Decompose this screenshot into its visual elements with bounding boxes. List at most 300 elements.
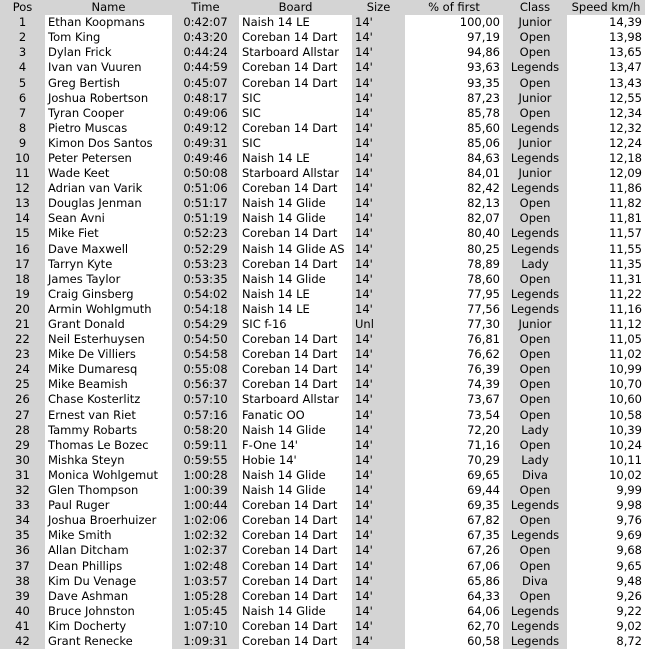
table-row xyxy=(0,136,645,151)
name-cell: Tom King xyxy=(48,30,101,45)
speed-cell: 11,05 xyxy=(609,332,642,347)
position-cell: 36 xyxy=(0,543,45,558)
board-cell: Naish 14 LE xyxy=(242,15,310,30)
percent-cell: 71,16 xyxy=(467,437,500,452)
percent-cell: 65,86 xyxy=(467,573,500,588)
name-cell: Kimon Dos Santos xyxy=(48,135,153,150)
board-cell: Coreban 14 Dart xyxy=(242,377,338,392)
position-cell: 20 xyxy=(0,302,45,317)
speed-cell: 10,99 xyxy=(609,362,642,377)
name-cell: Mike Fiet xyxy=(48,226,99,241)
header-time: Time xyxy=(172,0,239,15)
time-cell: 0:50:08 xyxy=(172,166,239,181)
speed-cell: 11,16 xyxy=(609,301,642,316)
size-cell: 14' xyxy=(352,483,405,498)
position-cell: 23 xyxy=(0,347,45,362)
class-cell: Lady xyxy=(503,257,567,272)
name-cell: Mishka Steyn xyxy=(48,452,125,467)
board-cell: Coreban 14 Dart xyxy=(242,588,338,603)
time-cell: 0:51:06 xyxy=(172,181,239,196)
class-cell: Legends xyxy=(503,151,567,166)
speed-cell: 11,86 xyxy=(609,181,642,196)
size-cell: 14' xyxy=(352,423,405,438)
time-cell: 1:05:45 xyxy=(172,604,239,619)
position-cell: 17 xyxy=(0,257,45,272)
size-cell: 14' xyxy=(352,257,405,272)
board-cell: Coreban 14 Dart xyxy=(242,633,338,648)
percent-cell: 97,19 xyxy=(467,30,500,45)
table-row xyxy=(0,332,645,347)
position-cell: 32 xyxy=(0,483,45,498)
table-row xyxy=(0,589,645,604)
position-cell: 6 xyxy=(0,91,45,106)
class-cell: Legends xyxy=(503,242,567,257)
board-cell: Naish 14 Glide xyxy=(242,483,326,498)
time-cell: 0:49:12 xyxy=(172,121,239,136)
name-cell: Mike Dumaresq xyxy=(48,362,138,377)
name-cell: Mike Beamish xyxy=(48,377,128,392)
size-cell: 14' xyxy=(352,151,405,166)
board-cell: Naish 14 LE xyxy=(242,286,310,301)
position-cell: 13 xyxy=(0,196,45,211)
table-row xyxy=(0,483,645,498)
position-cell: 24 xyxy=(0,362,45,377)
name-cell: Kim Du Venage xyxy=(48,573,137,588)
percent-cell: 64,33 xyxy=(467,588,500,603)
name-cell: Glen Thompson xyxy=(48,483,139,498)
position-cell: 41 xyxy=(0,619,45,634)
board-cell: Starboard Allstar xyxy=(242,45,339,60)
name-cell: Grant Renecke xyxy=(48,633,133,648)
time-cell: 0:54:18 xyxy=(172,302,239,317)
position-cell: 37 xyxy=(0,558,45,573)
header-name: Name xyxy=(45,0,172,15)
name-cell: Pietro Muscas xyxy=(48,120,128,135)
board-cell: Starboard Allstar xyxy=(242,166,339,181)
percent-cell: 73,67 xyxy=(467,392,500,407)
position-cell: 4 xyxy=(0,60,45,75)
size-cell: 14' xyxy=(352,181,405,196)
time-cell: 0:49:31 xyxy=(172,136,239,151)
percent-cell: 69,44 xyxy=(467,483,500,498)
class-cell: Open xyxy=(503,75,567,90)
table-row xyxy=(0,528,645,543)
time-cell: 0:54:29 xyxy=(172,317,239,332)
time-cell: 1:00:39 xyxy=(172,483,239,498)
class-cell: Legends xyxy=(503,498,567,513)
percent-cell: 69,65 xyxy=(467,467,500,482)
time-cell: 0:48:17 xyxy=(172,91,239,106)
board-cell: Coreban 14 Dart xyxy=(242,513,338,528)
name-cell: Joshua Broerhuizer xyxy=(48,513,157,528)
board-cell: F-One 14' xyxy=(242,437,298,452)
class-cell: Legends xyxy=(503,121,567,136)
table-row xyxy=(0,272,645,287)
class-cell: Legends xyxy=(503,287,567,302)
size-cell: 14' xyxy=(352,30,405,45)
board-cell: SIC f-16 xyxy=(242,317,287,332)
speed-cell: 11,82 xyxy=(609,196,642,211)
size-cell: 14' xyxy=(352,392,405,407)
percent-cell: 76,81 xyxy=(467,332,500,347)
position-cell: 25 xyxy=(0,377,45,392)
position-cell: 8 xyxy=(0,121,45,136)
table-row xyxy=(0,408,645,423)
size-cell: 14' xyxy=(352,166,405,181)
speed-cell: 9,98 xyxy=(616,498,642,513)
size-cell: 14' xyxy=(352,106,405,121)
speed-cell: 12,18 xyxy=(609,150,642,165)
table-row xyxy=(0,302,645,317)
header-row xyxy=(0,0,645,15)
board-cell: Coreban 14 Dart xyxy=(242,362,338,377)
time-cell: 0:52:29 xyxy=(172,242,239,257)
board-cell: Coreban 14 Dart xyxy=(242,181,338,196)
size-cell: 14' xyxy=(352,91,405,106)
time-cell: 0:49:06 xyxy=(172,106,239,121)
speed-cell: 12,34 xyxy=(609,105,642,120)
speed-cell: 11,57 xyxy=(609,226,642,241)
table-row xyxy=(0,151,645,166)
time-cell: 0:57:16 xyxy=(172,408,239,423)
speed-cell: 11,31 xyxy=(609,271,642,286)
board-cell: Fanatic OO xyxy=(242,407,305,422)
board-cell: Naish 14 Glide xyxy=(242,603,326,618)
name-cell: Paul Ruger xyxy=(48,498,110,513)
name-cell: Wade Keet xyxy=(48,166,110,181)
class-cell: Junior xyxy=(503,91,567,106)
time-cell: 1:05:28 xyxy=(172,589,239,604)
speed-cell: 11,22 xyxy=(609,286,642,301)
class-cell: Lady xyxy=(503,453,567,468)
time-cell: 0:45:07 xyxy=(172,75,239,90)
board-cell: Coreban 14 Dart xyxy=(242,618,338,633)
class-cell: Legends xyxy=(503,302,567,317)
size-cell: 14' xyxy=(352,453,405,468)
position-cell: 39 xyxy=(0,589,45,604)
speed-cell: 13,98 xyxy=(609,30,642,45)
table-row xyxy=(0,438,645,453)
name-cell: Monica Wohlgemut xyxy=(48,467,159,482)
name-cell: Dean Phillips xyxy=(48,558,123,573)
time-cell: 0:44:24 xyxy=(172,45,239,60)
percent-cell: 67,06 xyxy=(467,558,500,573)
board-cell: Coreban 14 Dart xyxy=(242,60,338,75)
size-cell: 14' xyxy=(352,45,405,60)
size-cell: 14' xyxy=(352,438,405,453)
size-cell: 14' xyxy=(352,272,405,287)
position-cell: 28 xyxy=(0,423,45,438)
class-cell: Legends xyxy=(503,619,567,634)
class-cell: Junior xyxy=(503,166,567,181)
header-pos: Pos xyxy=(0,0,45,15)
percent-cell: 93,63 xyxy=(467,60,500,75)
position-cell: 7 xyxy=(0,106,45,121)
time-cell: 1:09:31 xyxy=(172,634,239,649)
class-cell: Open xyxy=(503,211,567,226)
name-cell: Chase Kosterlitz xyxy=(48,392,141,407)
size-cell: 14' xyxy=(352,242,405,257)
percent-cell: 73,54 xyxy=(467,407,500,422)
class-cell: Open xyxy=(503,45,567,60)
time-cell: 0:58:20 xyxy=(172,423,239,438)
percent-cell: 74,39 xyxy=(467,377,500,392)
size-cell: 14' xyxy=(352,136,405,151)
class-cell: Open xyxy=(503,513,567,528)
speed-cell: 14,39 xyxy=(609,15,642,30)
speed-cell: 10,11 xyxy=(609,452,642,467)
percent-cell: 93,35 xyxy=(467,75,500,90)
name-cell: Dylan Frick xyxy=(48,45,112,60)
position-cell: 2 xyxy=(0,30,45,45)
table-row xyxy=(0,211,645,226)
speed-cell: 12,24 xyxy=(609,135,642,150)
size-cell: 14' xyxy=(352,468,405,483)
board-cell: SIC xyxy=(242,90,261,105)
table-row xyxy=(0,121,645,136)
position-cell: 21 xyxy=(0,317,45,332)
size-cell: 14' xyxy=(352,543,405,558)
position-cell: 27 xyxy=(0,408,45,423)
class-cell: Open xyxy=(503,347,567,362)
time-cell: 0:56:37 xyxy=(172,377,239,392)
header-board: Board xyxy=(239,0,352,15)
table-row xyxy=(0,166,645,181)
table-row xyxy=(0,242,645,257)
percent-cell: 85,06 xyxy=(467,135,500,150)
percent-cell: 82,13 xyxy=(467,196,500,211)
position-cell: 42 xyxy=(0,634,45,649)
board-cell: Coreban 14 Dart xyxy=(242,226,338,241)
percent-cell: 77,56 xyxy=(467,301,500,316)
class-cell: Legends xyxy=(503,226,567,241)
table-row xyxy=(0,75,645,90)
board-cell: Coreban 14 Dart xyxy=(242,120,338,135)
name-cell: Sean Avni xyxy=(48,211,105,226)
percent-cell: 76,62 xyxy=(467,347,500,362)
board-cell: Coreban 14 Dart xyxy=(242,543,338,558)
size-cell: 14' xyxy=(352,408,405,423)
table-row xyxy=(0,423,645,438)
speed-cell: 11,02 xyxy=(609,347,642,362)
table-row xyxy=(0,287,645,302)
position-cell: 15 xyxy=(0,226,45,241)
table-row xyxy=(0,498,645,513)
class-cell: Open xyxy=(503,30,567,45)
position-cell: 18 xyxy=(0,272,45,287)
header-percent-of-first: % of first xyxy=(405,0,503,15)
speed-cell: 10,24 xyxy=(609,437,642,452)
table-row xyxy=(0,60,645,75)
class-cell: Open xyxy=(503,362,567,377)
name-cell: Tammy Robarts xyxy=(48,422,138,437)
time-cell: 0:54:58 xyxy=(172,347,239,362)
size-cell: 14' xyxy=(352,332,405,347)
table-row xyxy=(0,543,645,558)
table-row xyxy=(0,347,645,362)
percent-cell: 85,60 xyxy=(467,120,500,135)
table-row xyxy=(0,91,645,106)
speed-cell: 10,60 xyxy=(609,392,642,407)
board-cell: Coreban 14 Dart xyxy=(242,256,338,271)
position-cell: 9 xyxy=(0,136,45,151)
speed-cell: 8,72 xyxy=(616,633,642,648)
time-cell: 0:49:46 xyxy=(172,151,239,166)
time-cell: 0:54:02 xyxy=(172,287,239,302)
board-cell: Starboard Allstar xyxy=(242,392,339,407)
time-cell: 1:00:28 xyxy=(172,468,239,483)
board-cell: Coreban 14 Dart xyxy=(242,332,338,347)
name-cell: Craig Ginsberg xyxy=(48,286,134,301)
table-row xyxy=(0,196,645,211)
percent-cell: 78,60 xyxy=(467,271,500,286)
time-cell: 0:51:17 xyxy=(172,196,239,211)
percent-cell: 67,26 xyxy=(467,543,500,558)
name-cell: Thomas Le Bozec xyxy=(48,437,149,452)
size-cell: 14' xyxy=(352,589,405,604)
class-cell: Open xyxy=(503,392,567,407)
time-cell: 1:02:48 xyxy=(172,558,239,573)
percent-cell: 85,78 xyxy=(467,105,500,120)
name-cell: Peter Petersen xyxy=(48,150,132,165)
name-cell: Mike Smith xyxy=(48,528,112,543)
name-cell: Joshua Robertson xyxy=(48,90,149,105)
position-cell: 40 xyxy=(0,604,45,619)
name-cell: Adrian van Varik xyxy=(48,181,143,196)
table-row xyxy=(0,453,645,468)
speed-cell: 9,76 xyxy=(616,513,642,528)
header-class: Class xyxy=(503,0,567,15)
table-row xyxy=(0,257,645,272)
class-cell: Open xyxy=(503,408,567,423)
position-cell: 29 xyxy=(0,438,45,453)
name-cell: Neil Esterhuysen xyxy=(48,332,145,347)
table-row xyxy=(0,30,645,45)
time-cell: 0:55:08 xyxy=(172,362,239,377)
name-cell: Kim Docherty xyxy=(48,618,127,633)
table-row xyxy=(0,45,645,60)
position-cell: 3 xyxy=(0,45,45,60)
name-cell: Ernest van Riet xyxy=(48,407,136,422)
speed-cell: 10,70 xyxy=(609,377,642,392)
speed-cell: 11,81 xyxy=(609,211,642,226)
table-row xyxy=(0,317,645,332)
class-cell: Diva xyxy=(503,468,567,483)
speed-cell: 12,55 xyxy=(609,90,642,105)
board-cell: Coreban 14 Dart xyxy=(242,573,338,588)
table-row xyxy=(0,513,645,528)
position-cell: 1 xyxy=(0,15,45,30)
class-cell: Open xyxy=(503,332,567,347)
table-row xyxy=(0,604,645,619)
time-cell: 0:53:35 xyxy=(172,272,239,287)
percent-cell: 62,70 xyxy=(467,618,500,633)
size-cell: 14' xyxy=(352,604,405,619)
class-cell: Open xyxy=(503,438,567,453)
percent-cell: 84,01 xyxy=(467,166,500,181)
board-cell: Coreban 14 Dart xyxy=(242,347,338,362)
size-cell: 14' xyxy=(352,60,405,75)
size-cell: 14' xyxy=(352,528,405,543)
size-cell: 14' xyxy=(352,287,405,302)
size-cell: 14' xyxy=(352,513,405,528)
name-cell: Tyran Cooper xyxy=(48,105,124,120)
time-cell: 1:00:44 xyxy=(172,498,239,513)
table-row xyxy=(0,226,645,241)
name-cell: Ethan Koopmans xyxy=(48,15,145,30)
size-cell: 14' xyxy=(352,498,405,513)
time-cell: 0:42:07 xyxy=(172,15,239,30)
size-cell: 14' xyxy=(352,226,405,241)
size-cell: 14' xyxy=(352,634,405,649)
time-cell: 0:54:50 xyxy=(172,332,239,347)
board-cell: Hobie 14' xyxy=(242,452,297,467)
size-cell: 14' xyxy=(352,574,405,589)
size-cell: 14' xyxy=(352,121,405,136)
time-cell: 1:02:32 xyxy=(172,528,239,543)
size-cell: 14' xyxy=(352,362,405,377)
speed-cell: 9,02 xyxy=(616,618,642,633)
board-cell: SIC xyxy=(242,135,261,150)
class-cell: Legends xyxy=(503,634,567,649)
percent-cell: 82,42 xyxy=(467,181,500,196)
table-row xyxy=(0,574,645,589)
speed-cell: 11,35 xyxy=(609,256,642,271)
board-cell: Coreban 14 Dart xyxy=(242,75,338,90)
board-cell: Naish 14 Glide xyxy=(242,271,326,286)
board-cell: Naish 14 LE xyxy=(242,301,310,316)
table-row xyxy=(0,558,645,573)
speed-cell: 12,32 xyxy=(609,120,642,135)
position-cell: 26 xyxy=(0,392,45,407)
board-cell: Naish 14 Glide xyxy=(242,211,326,226)
position-cell: 12 xyxy=(0,181,45,196)
class-cell: Diva xyxy=(503,574,567,589)
time-cell: 0:59:55 xyxy=(172,453,239,468)
speed-cell: 9,26 xyxy=(616,588,642,603)
percent-cell: 87,23 xyxy=(467,90,500,105)
board-cell: SIC xyxy=(242,105,261,120)
position-cell: 35 xyxy=(0,528,45,543)
percent-cell: 80,40 xyxy=(467,226,500,241)
speed-cell: 13,65 xyxy=(609,45,642,60)
position-cell: 19 xyxy=(0,287,45,302)
name-cell: James Taylor xyxy=(48,271,121,286)
size-cell: 14' xyxy=(352,377,405,392)
size-cell: 14' xyxy=(352,347,405,362)
speed-cell: 9,65 xyxy=(616,558,642,573)
speed-cell: 9,48 xyxy=(616,573,642,588)
name-cell: Bruce Johnston xyxy=(48,603,135,618)
percent-cell: 84,63 xyxy=(467,150,500,165)
speed-cell: 9,22 xyxy=(616,603,642,618)
results-body xyxy=(0,15,645,649)
board-cell: Naish 14 Glide xyxy=(242,467,326,482)
size-cell: 14' xyxy=(352,75,405,90)
percent-cell: 94,86 xyxy=(467,45,500,60)
table-row xyxy=(0,362,645,377)
class-cell: Legends xyxy=(503,181,567,196)
position-cell: 22 xyxy=(0,332,45,347)
size-cell: 14' xyxy=(352,196,405,211)
speed-cell: 11,12 xyxy=(609,317,642,332)
class-cell: Open xyxy=(503,558,567,573)
board-cell: Coreban 14 Dart xyxy=(242,30,338,45)
size-cell: 14' xyxy=(352,302,405,317)
percent-cell: 80,25 xyxy=(467,241,500,256)
speed-cell: 10,39 xyxy=(609,422,642,437)
speed-cell: 9,99 xyxy=(616,483,642,498)
